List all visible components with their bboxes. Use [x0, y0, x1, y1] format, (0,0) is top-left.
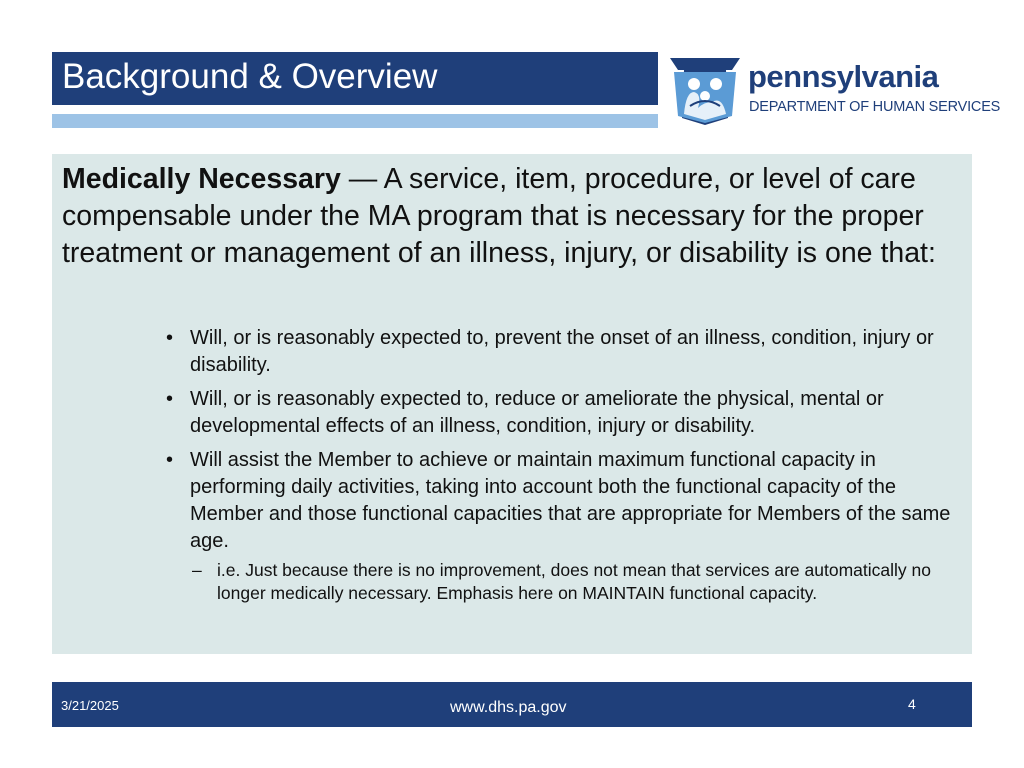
bullet-text: Will assist the Member to achieve or maintain maximum functional capacity in performing daily activities, taking into account both the functional capacity of the Member and those functional capacities that are appropriate for Members of the same age. [190, 449, 951, 552]
list-item [166, 325, 966, 379]
title-bar [52, 52, 658, 105]
definition-text: — A service, item, procedure, or level of care compensable under the MA program that is necessary for the proper treatment or management of an illness, injury, or disability is one that: [62, 163, 936, 269]
criteria-list [166, 325, 966, 612]
list-item [166, 386, 966, 440]
title-underline [52, 114, 658, 128]
footer-date: 3/21/2025 [61, 698, 119, 713]
dash-icon: – [192, 560, 202, 580]
dhs-logo [668, 56, 1004, 126]
slide-title: Background & Overview [62, 57, 438, 96]
sub-list-item [190, 559, 966, 605]
sub-list [190, 559, 966, 605]
definition-paragraph [62, 161, 962, 272]
logo-name: pennsylvania [748, 59, 939, 94]
page-number: 4 [908, 696, 916, 712]
logo-subtitle: DEPARTMENT OF HUMAN SERVICES [749, 99, 1001, 115]
definition-term: Medically Necessary [62, 163, 341, 195]
content-panel [52, 154, 972, 654]
bullet-text: Will, or is reasonably expected to, prevent the onset of an illness, condition, injury or disability. [190, 327, 934, 376]
bullet-icon: • [166, 327, 174, 349]
footer-url: www.dhs.pa.gov [450, 699, 567, 716]
list-item [166, 447, 966, 605]
sub-bullet-text: i.e. Just because there is no improvement, does not mean that services are automatically no longer medically necessary. Emphasis here on MAINTAIN functional capacity. [217, 560, 931, 603]
footer-bar [52, 682, 972, 727]
bullet-icon: • [166, 388, 174, 410]
bullet-icon: • [166, 449, 174, 471]
bullet-text: Will, or is reasonably expected to, reduce or ameliorate the physical, mental or developmental effects of an illness, condition, injury or disability. [190, 388, 884, 437]
keystone-family-icon [668, 56, 742, 126]
